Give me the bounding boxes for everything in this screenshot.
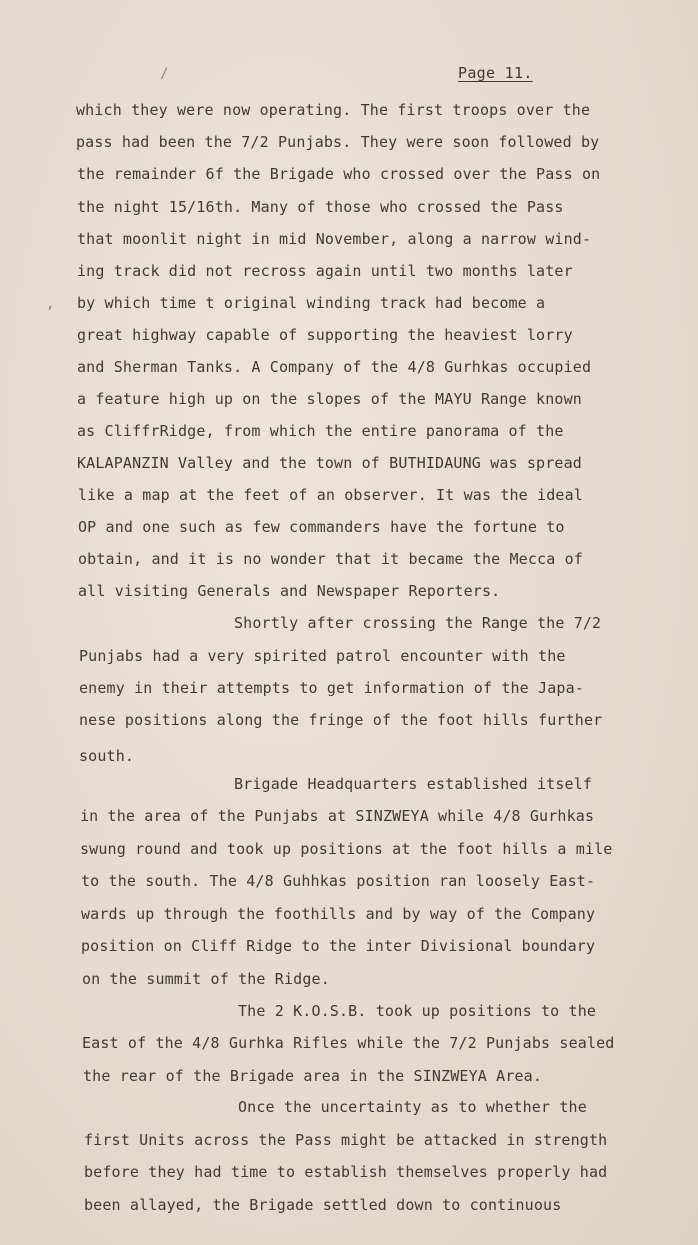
page-number-prefix: Page	[458, 64, 505, 82]
text-line: the night 15/16th. Many of those who crossed the Pass	[77, 198, 564, 216]
margin-tick: ,	[46, 296, 55, 312]
text-line: obtain, and it is no wonder that it became the Mecca of	[78, 550, 583, 568]
text-line: south.	[79, 747, 135, 765]
text-line: as CliffrRidge, from which the entire panorama of the	[77, 422, 564, 440]
text-line: enemy in their attempts to get information of the Japa-	[79, 679, 584, 697]
text-line: pass had been the 7/2 Punjabs. They were soon followed by	[76, 133, 600, 151]
text-line: Shortly after crossing the Range the 7/2	[234, 614, 602, 632]
text-line: Punjabs had a very spirited patrol encounter with the	[79, 647, 566, 665]
text-line: before they had time to establish themselves properly had	[84, 1163, 608, 1181]
text-line: been allayed, the Brigade settled down to continuous	[84, 1196, 562, 1214]
text-line: a feature high up on the slopes of the MAYU Range known	[77, 390, 582, 408]
text-line: by which time t original winding track had become a	[77, 294, 546, 312]
text-line: the rear of the Brigade area in the SINZWEYA Area.	[83, 1067, 543, 1085]
text-line: The 2 K.O.S.B. took up positions to the	[238, 1002, 597, 1020]
text-line: Once the uncertainty as to whether the	[238, 1098, 587, 1116]
page-number-value: 11.	[504, 64, 533, 82]
text-line: first Units across the Pass might be attacked in strength	[84, 1131, 608, 1149]
text-line: in the area of the Punjabs at SINZWEYA while 4/8 Gurhkas	[80, 807, 595, 825]
text-line: that moonlit night in mid November, along a narrow wind-	[77, 230, 592, 248]
text-line: nese positions along the fringe of the foot hills further	[79, 711, 603, 729]
text-line: East of the 4/8 Gurhka Rifles while the 7/2 Punjabs sealed	[82, 1034, 615, 1052]
text-line: ing track did not recross again until two months later	[77, 262, 573, 280]
text-line: which they were now operating. The first troops over the	[76, 101, 591, 119]
text-line: great highway capable of supporting the heaviest lorry	[77, 326, 573, 344]
text-line: OP and one such as few commanders have the fortune to	[78, 518, 565, 536]
text-line: to the south. The 4/8 Guhhkas position ran loosely East-	[81, 872, 596, 890]
text-line: swung round and took up positions at the foot hills a mile	[80, 840, 613, 858]
text-line: position on Cliff Ridge to the inter Divisional boundary	[81, 937, 596, 955]
text-line: and Sherman Tanks. A Company of the 4/8 Gurhkas occupied	[77, 358, 592, 376]
text-line: all visiting Generals and Newspaper Reporters.	[78, 582, 501, 600]
pencil-mark: /	[160, 66, 169, 82]
text-line: the remainder 6f the Brigade who crossed over the Pass on	[77, 165, 601, 183]
text-line: wards up through the foothills and by way of the Company	[81, 905, 596, 923]
text-line: Brigade Headquarters established itself	[234, 775, 593, 793]
text-line: on the summit of the Ridge.	[82, 970, 330, 988]
text-line: KALAPANZIN Valley and the town of BUTHIDAUNG was spread	[77, 454, 582, 472]
text-line: like a map at the feet of an observer. It was the ideal	[78, 486, 583, 504]
